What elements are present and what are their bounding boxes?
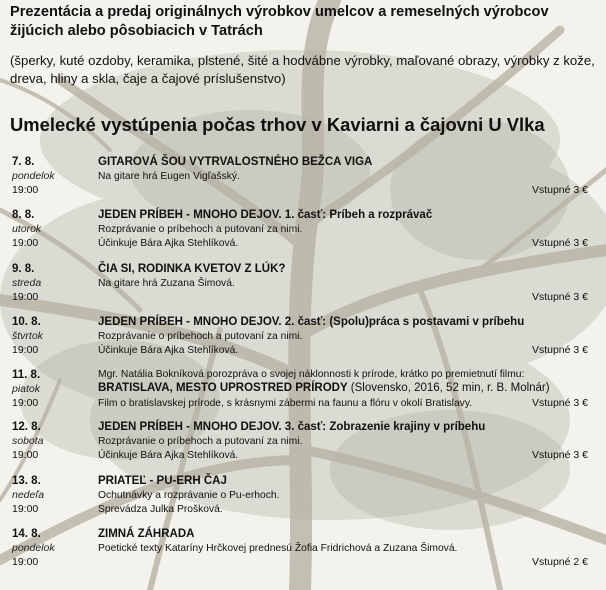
event-price: Vstupné 3 €	[531, 397, 588, 409]
event-description: Rozprávanie o príbehoch a putovaní za nimi.	[98, 331, 303, 342]
event-description: Ochutnávky a rozprávanie o Pu-erhoch.	[98, 490, 280, 501]
event-time: 19:00	[12, 344, 39, 356]
event-description: Na gitare hrá Zuzana Šimová.	[98, 278, 235, 289]
event-description: Rozprávanie o príbehoch a putovaní za nimi.	[98, 436, 303, 447]
event-title: GITAROVÁ ŠOU VYTRVALOSTNÉHO BEŽCA VIGA	[98, 156, 373, 168]
intro-detail: (šperky, kuté ozdoby, keramika, plstené, šité a hodvábne výrobky, maľované obrazy, výrobky z kože, dreva, hliny a skla, čaje a čajové príslušenstvo)	[10, 53, 595, 86]
event-price: Vstupné 3 €	[531, 344, 588, 356]
event-title: JEDEN PRÍBEH - MNOHO DEJOV. 3. časť: Zobrazenie krajiny v príbehu	[98, 421, 486, 433]
event-title: PRIATEĽ - PU-ERH ČAJ	[98, 475, 227, 487]
event-title-main: BRATISLAVA, MESTO UPROSTRED PRÍRODY	[98, 382, 348, 394]
event-date: 11. 8.	[12, 369, 41, 381]
event-time: 19:00	[12, 237, 39, 249]
event-time: 19:00	[12, 397, 39, 409]
event-title-info: (Slovensko, 2016, 52 min, r. B. Molnár)	[347, 382, 550, 394]
event-day: pondelok	[12, 170, 55, 182]
event-day: nedeľa	[12, 489, 45, 501]
event-price: Vstupné 3 €	[531, 237, 588, 249]
event-performer: Účinkuje Bára Ajka Stehlíková.	[98, 238, 239, 249]
event-date: 14. 8.	[12, 528, 41, 540]
event-title	[98, 381, 550, 396]
event-description: Rozprávanie o príbehoch a putovaní za nimi.	[98, 224, 303, 235]
event-day: sobota	[12, 435, 44, 447]
event-price: Vstupné 3 €	[531, 184, 588, 196]
event-title: JEDEN PRÍBEH - MNOHO DEJOV. 2. časť: (Spolu)práca s postavami v príbehu	[98, 316, 525, 328]
event-price: Vstupné 3 €	[531, 449, 588, 461]
event-performer: Účinkuje Bára Ajka Stehlíková.	[98, 345, 239, 356]
event-time: 19:00	[12, 291, 39, 303]
event-day: piatok	[12, 383, 41, 395]
event-date: 13. 8.	[12, 475, 41, 487]
event-title: ČIA SI, RODINKA KVETOV Z LÚK?	[98, 263, 286, 275]
event-description: Film o bratislavskej prírode, s krásnymi zábermi na faunu a flóru v okolí Bratislavy.	[98, 398, 473, 409]
event-performer: Sprevádza Julka Prošková.	[98, 504, 223, 515]
event-date: 9. 8.	[12, 263, 35, 275]
event-day: streda	[12, 277, 42, 289]
event-description: Na gitare hrá Eugen Vigľašský.	[98, 171, 240, 182]
event-time: 19:00	[12, 503, 39, 515]
event-intro-note: Mgr. Natália Bokníková porozpráva o svojej náklonnosti k prírode, krátko po premietnutí filmu:	[98, 369, 525, 380]
event-title: ZIMNÁ ZÁHRADA	[98, 528, 195, 540]
event-description: Poetické texty Kataríny Hrčkovej prednesú Žofia Fridrichová a Zuzana Šimová.	[98, 543, 458, 554]
event-time: 19:00	[12, 184, 39, 196]
event-price: Vstupné 2 €	[531, 556, 588, 568]
section-title: Umelecké vystúpenia počas trhov v Kaviarni a čajovni U Vlka	[10, 114, 545, 135]
event-performer: Účinkuje Bára Ajka Stehlíková.	[98, 450, 239, 461]
event-date: 7. 8.	[12, 156, 35, 168]
event-day: štvrtok	[12, 330, 43, 342]
event-date: 10. 8.	[12, 316, 41, 328]
intro-title: Prezentácia a predaj originálnych výrobkov umelcov a remeselných výrobcov žijúcich alebo pôsobiacich v Tatrách	[10, 4, 549, 39]
event-price: Vstupné 3 €	[531, 291, 588, 303]
event-title: JEDEN PRÍBEH - MNOHO DEJOV. 1. časť: Príbeh a rozprávač	[98, 209, 433, 221]
event-time: 19:00	[12, 449, 39, 461]
event-day: utorok	[12, 223, 42, 235]
event-time: 19:00	[12, 556, 39, 568]
event-date: 12. 8.	[12, 421, 41, 433]
event-day: pondelok	[12, 542, 55, 554]
event-date: 8. 8.	[12, 209, 35, 221]
